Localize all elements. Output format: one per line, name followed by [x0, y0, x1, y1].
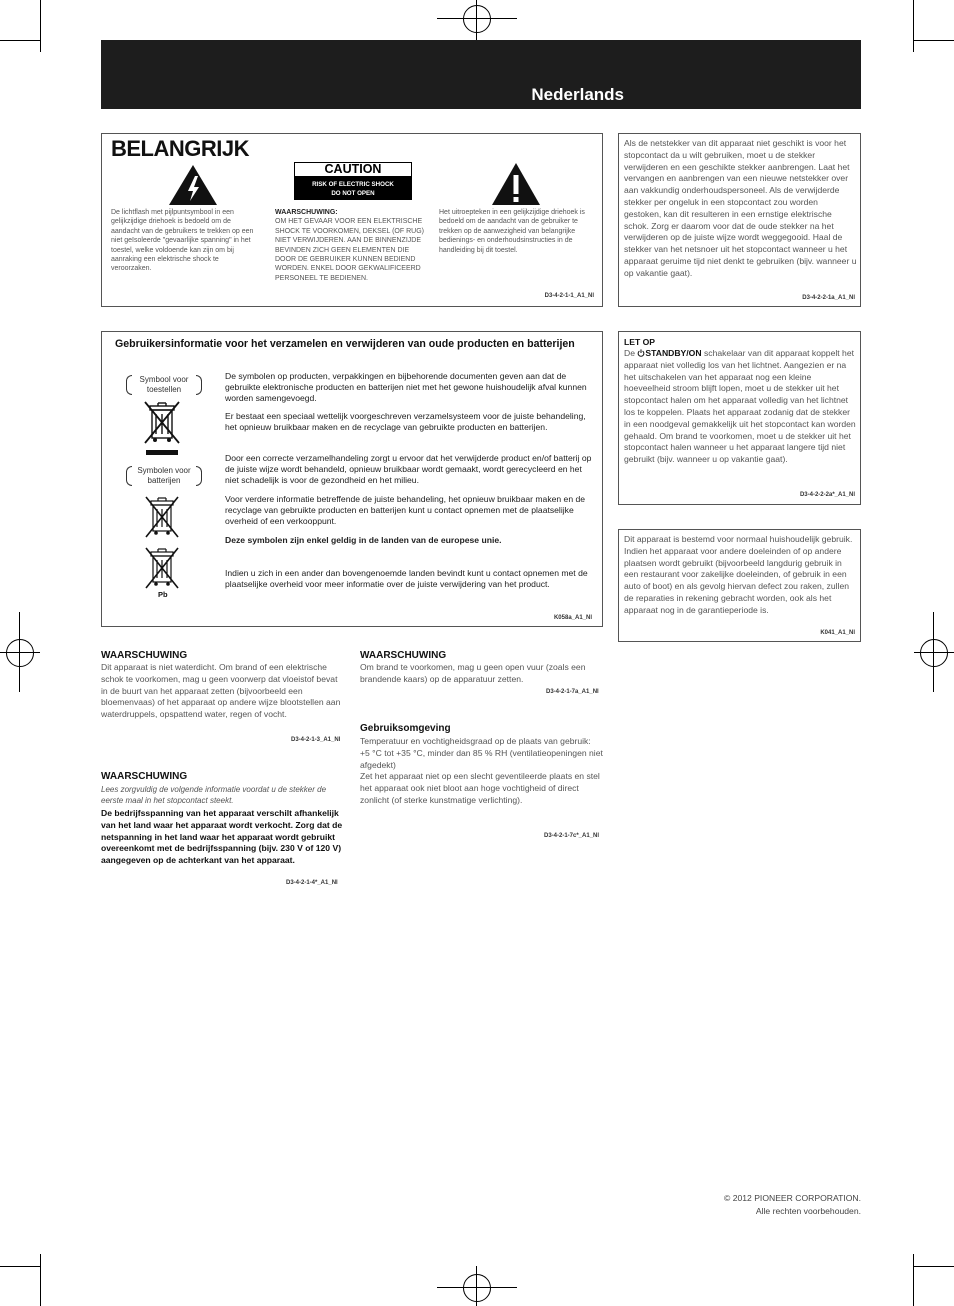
exclamation-warning-icon	[491, 162, 541, 206]
disposal-heading: Gebruikersinformatie voor het verzamelen en verwijderen van oude producten en batterijen	[115, 338, 575, 350]
batteries-symbol-label: Symbolen voor batterijen	[132, 466, 196, 486]
disposal-paragraph-2: Er bestaat een speciaal wettelijk voorgeschreven verzamelsysteem voor de juiste behandeling, het opnieuw bruikbaar maken en de recyclage van gebruikte producten en batterijen.	[225, 411, 586, 433]
disposal-paragraph-5: Deze symbolen zijn enkel geldig in de landen van de europese unie.	[225, 535, 502, 545]
warning2-code: D3-4-2-1-4*_A1_Nl	[286, 880, 338, 886]
plug-box	[618, 133, 861, 307]
caution-warning-label: WAARSCHUWING:	[275, 209, 338, 216]
caution-sub-line1: RISK OF ELECTRIC SHOCK	[312, 181, 394, 188]
caution-sub-line2: DO NOT OPEN	[331, 190, 375, 197]
caution-label: CAUTION	[294, 162, 412, 177]
warning2-bold: De bedrijfsspanning van het apparaat verschilt afhankelijk van het land waar het apparaat wordt verkocht. Zorg dat de netspanning in het land waar het apparaat wordt gebruikt overeenkomt met de bedrijfsspanning (bijv. 230 V of 120 V) aangegeven op de achterkant van het apparaat.	[101, 808, 343, 866]
warning3-title: WAARSCHUWING	[360, 650, 447, 661]
important-title: BELANGRIJK	[111, 136, 250, 161]
disposal-box	[101, 331, 603, 627]
environment-code: D3-4-2-1-7c*_A1_Nl	[544, 833, 600, 839]
crossed-bin-icon	[142, 400, 182, 458]
disposal-paragraph-1: De symbolen op producten, verpakkingen en bijbehorende documenten geven aan dat de gebruikte elektronische producten en batterijen niet met het gewone huishoudelijk afval kunnen worden samengevoegd.	[225, 371, 587, 404]
household-code: K041_A1_Nl	[820, 630, 855, 636]
environment-text: Temperatuur en vochtigheidsgraad op de plaats van gebruik: +5 °C tot +35 °C, minder dan 85 % RH (ventilatieopeningen niet afgedekt) Zet het apparaat niet op een slecht geventileerde plaats en stel het apparaat ook niet bloot aan hoge vochtigheid of direct zonlicht (of sterke kunstmatige verlichting).	[360, 736, 603, 805]
warning1-title: WAARSCHUWING	[101, 650, 188, 661]
crossed-bin-battery-icon	[143, 495, 181, 541]
exclamation-description: Het uitroepteken in een gelijkzijdige driehoek is bedoeld om de aandacht van de gebruiker te trekken op de aanwezigheid van belangrijke bedienings- en onderhoudsinstructies in de handleiding bij dit toestel.	[439, 209, 585, 254]
let-op-body: schakelaar van dit apparaat koppelt het apparaat niet volledig los van het lichtnet. Aangezien er na het uitschakelen van het apparaat nog een kleine hoeveelheid stroom blijft lopen, moet u de stekker uit het stopcontact halen om het apparaat volledig van het lichtnet los te koppelen. Plaats het apparaat zodanig dat de stekker in een noodgeval gemakkelijk uit het stopcontact kan worden gehaald. Om brand te voorkomen, moet u de stekker uit het stopcontact halen wanneer u het apparaat langere tijd niet gebruikt (bijv. wanneer u op vakantie gaat).	[624, 348, 856, 465]
disposal-code: K058a_A1_Nl	[553, 615, 592, 621]
important-box	[101, 133, 603, 307]
rights-line: Alle rechten voorbehouden.	[755, 1205, 861, 1216]
disposal-paragraph-3: Door een correcte verzamelhandeling zorgt u ervoor dat het verwijderde product en/of batterij op de juiste wijze wordt behandeld, opnieuw bruikbaar wordt gemaakt, wordt gerecycleerd en het niet schadelijk is voor de gezondheid en het milieu.	[225, 453, 592, 486]
language-header-bar	[101, 40, 861, 109]
household-box	[618, 529, 861, 642]
warning2-italic: Lees zorgvuldig de volgende informatie voordat u de stekker de eerste maal in het stopcontact steekt.	[101, 785, 327, 806]
let-op-title: LET OP	[624, 337, 656, 347]
important-code: D3-4-2-1-1_A1_Nl	[544, 293, 594, 299]
disposal-paragraph-6: Indien u zich in een ander dan bovengenoemde landen bevindt kunt u contact opnemen met de plaatselijke overheid voor meer informatie over de juiste verwijdering van het product.	[225, 568, 588, 590]
standby-label: STANDBY/ON	[645, 348, 702, 358]
pb-label: Pb	[158, 590, 168, 599]
environment-title: Gebruiksomgeving	[360, 723, 451, 734]
caution-subtext	[294, 177, 412, 200]
warning1-code: D3-4-2-1-3_A1_Nl	[291, 737, 341, 743]
warning1-text: Dit apparaat is niet waterdicht. Om brand of een elektrische schok te voorkomen, mag u geen voorwerp dat vloeistof bevat in de buurt van het apparaat zetten (bijvoorbeeld een bloemenvaas) of het apparaat op andere wijze blootstellen aan waterdruppels, opspattend water, regen of vocht.	[101, 662, 341, 720]
lightning-warning-icon	[168, 164, 218, 206]
plug-code: D3-4-2-2-1a_A1_Nl	[802, 295, 855, 301]
let-op-text	[624, 348, 857, 466]
let-op-box	[618, 331, 861, 505]
disposal-paragraph-4: Voor verdere informatie betreffende de juiste behandeling, het opnieuw bruikbaar maken en de recyclage van gebruikte producten en batterijen kunt u contact opnemen met de plaatselijke overheid of een verkooppunt.	[225, 494, 586, 527]
household-text: Dit apparaat is bestemd voor normaal huishoudelijk gebruik. Indien het apparaat voor andere doeleinden of op andere plaatsen wordt gebruikt (bijvoorbeeld langdurig gebruik in een restaurant voor zakelijke doeleinden, of gebruik in een auto of boot) en als gevolg hiervan defect zou raken, zullen de reparaties in rekening gebracht worden, ook als het apparaat nog in de garantieperiode is.	[624, 534, 853, 615]
lightning-description: De lichtflash met pijlpuntsymbool in een gelijkzijdige driehoek is bedoeld om de aandacht van de gebruikers te trekken op een niet geïsoleerde "gevaarlijke spanning" in het toestel, welke voldoende kan zijn om bij aanraking een elektrische shock te veroorzaken.	[111, 209, 254, 273]
let-op-code: D3-4-2-2-2a*_A1_Nl	[799, 492, 855, 498]
language-title: Nederlands	[531, 85, 624, 104]
let-op-intro: De	[624, 348, 635, 358]
caution-warning-body: OM HET GEVAAR VOOR EEN ELEKTRISCHE SHOCK TE VOORKOMEN, DEKSEL (OF RUG) NIET VERWIJDEREN. AAN DE BINNENZIJDE BEVINDEN ZICH GEEN ELEMENTEN DIE DOOR DE GEBRUIKER KUNNEN BEDIEND WORDEN. ENKEL DOOR GEKWALIFICEERD PERSONEEL TE BEDIENEN.	[275, 218, 424, 282]
warning3-text: Om brand te voorkomen, mag u geen open vuur (zoals een brandende kaars) op de apparatuur zetten.	[360, 662, 586, 684]
plug-text: Als de netstekker van dit apparaat niet geschikt is voor het stopcontact da u wilt gebruiken, moet u de stekker verwijderen en een geschikte stekker aanbrengen. Laat het vervangen en aanbrengen van een nieuwe netstekker over aan vakkundig onderhoudspersoneel. Als de verwijderde stekker per ongeluk in een stopcontact zou worden gestoken, kan dit resulteren in een ernstige elektrische schok. Zorg er daarom voor dat de oude stekker na het verwijderen op de juiste wijze wordt weggegooid. Haal de stekker van het netsnoer uit het stopcontact wanneer u het apparaat geruime tijd niet denkt te gebruiken (bijv. wanneer u op vakantie gaat).	[624, 138, 857, 278]
copyright-block	[724, 1192, 861, 1217]
crossed-bin-pb-icon	[143, 546, 181, 592]
warning3-code: D3-4-2-1-7a_A1_Nl	[546, 689, 599, 695]
warning2-title: WAARSCHUWING	[101, 771, 188, 782]
copyright-line: © 2012 PIONEER CORPORATION.	[723, 1193, 861, 1203]
devices-symbol-label: Symbool voor toestellen	[132, 375, 196, 395]
caution-warning-text	[275, 208, 427, 283]
